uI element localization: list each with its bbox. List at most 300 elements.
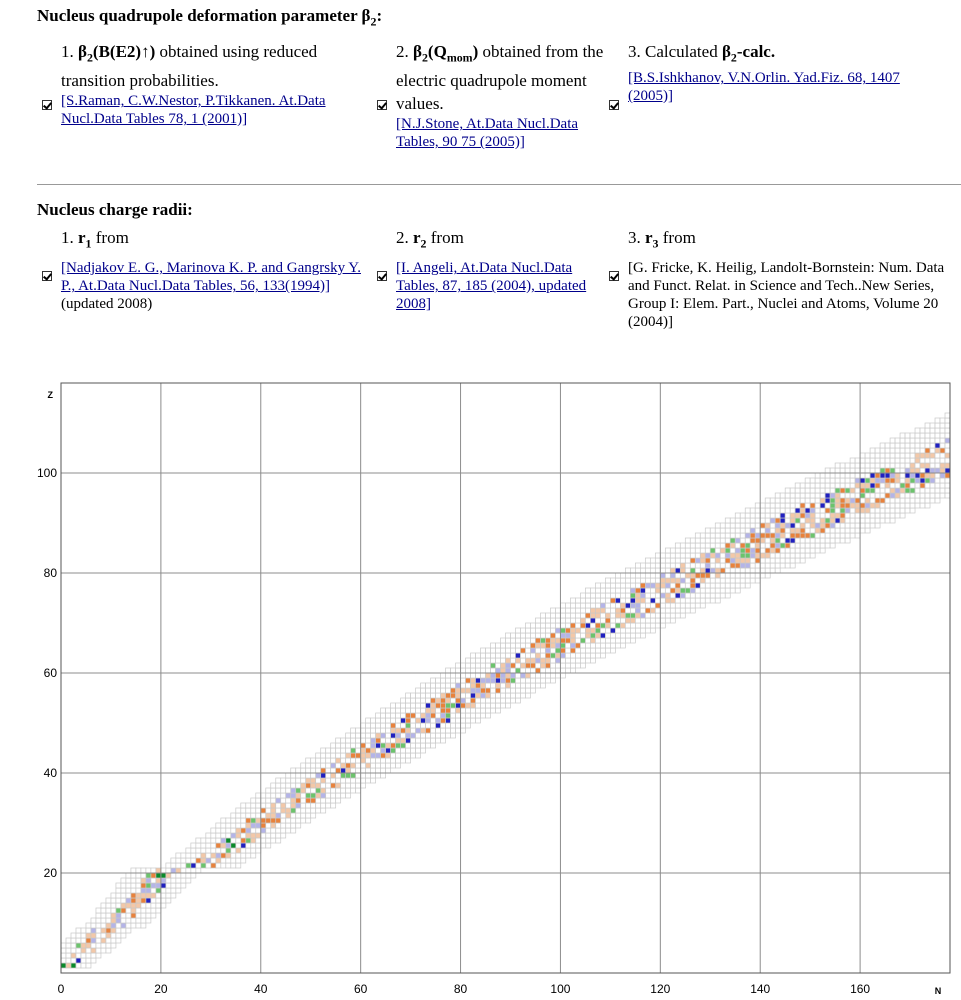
nuclide-cell[interactable] (316, 763, 321, 768)
nuclide-cell[interactable] (401, 758, 406, 763)
nuclide-cell[interactable] (311, 813, 316, 818)
nuclide-cell[interactable] (815, 513, 820, 518)
nuclide-cell[interactable] (920, 448, 925, 453)
nuclide-cell[interactable] (560, 658, 565, 663)
nuclide-cell[interactable] (211, 848, 216, 853)
nuclide-cell[interactable] (336, 783, 341, 788)
nuclide-cell[interactable] (126, 913, 131, 918)
nuclide-cell[interactable] (520, 688, 525, 693)
nuclide-cell[interactable] (765, 563, 770, 568)
nuclide-cell[interactable] (590, 633, 595, 638)
nuclide-cell[interactable] (126, 873, 131, 878)
nuclide-cell[interactable] (935, 468, 940, 473)
nuclide-cell[interactable] (790, 528, 795, 533)
nuclide-cell[interactable] (875, 458, 880, 463)
nuclide-cell[interactable] (236, 853, 241, 858)
nuclide-cell[interactable] (715, 528, 720, 533)
nuclide-cell[interactable] (256, 848, 261, 853)
nuclide-cell[interactable] (476, 653, 481, 658)
nuclide-cell[interactable] (291, 813, 296, 818)
nuclide-cell[interactable] (690, 558, 695, 563)
nuclide-cell[interactable] (550, 633, 555, 638)
nuclide-cell[interactable] (880, 443, 885, 448)
nuclide-cell[interactable] (710, 533, 715, 538)
nuclide-cell[interactable] (436, 678, 441, 683)
nuclide-cell[interactable] (286, 828, 291, 833)
nuclide-cell[interactable] (910, 438, 915, 443)
nuclide-cell[interactable] (805, 533, 810, 538)
nuclide-cell[interactable] (710, 543, 715, 548)
nuclide-cell[interactable] (486, 713, 491, 718)
nuclide-cell[interactable] (645, 588, 650, 593)
nuclide-cell[interactable] (346, 773, 351, 778)
nuclide-cell[interactable] (540, 633, 545, 638)
nuclide-cell[interactable] (695, 593, 700, 598)
nuclide-cell[interactable] (580, 598, 585, 603)
nuclide-cell[interactable] (426, 693, 431, 698)
nuclide-cell[interactable] (171, 873, 176, 878)
nuclide-cell[interactable] (211, 828, 216, 833)
nuclide-cell[interactable] (550, 663, 555, 668)
nuclide-cell[interactable] (461, 713, 466, 718)
nuclide-cell[interactable] (575, 653, 580, 658)
nuclide-cell[interactable] (740, 543, 745, 548)
nuclide-cell[interactable] (665, 598, 670, 603)
nuclide-cell[interactable] (810, 528, 815, 533)
nuclide-cell[interactable] (605, 643, 610, 648)
nuclide-cell[interactable] (396, 713, 401, 718)
nuclide-cell[interactable] (481, 703, 486, 708)
nuclide-cell[interactable] (700, 588, 705, 593)
nuclide-cell[interactable] (86, 953, 91, 958)
nuclide-chart[interactable] (0, 370, 961, 1000)
nuclide-cell[interactable] (196, 868, 201, 873)
nuclide-cell[interactable] (600, 648, 605, 653)
nuclide-cell[interactable] (501, 678, 506, 683)
nuclide-cell[interactable] (515, 688, 520, 693)
nuclide-cell[interactable] (116, 883, 121, 888)
nuclide-cell[interactable] (575, 633, 580, 638)
nuclide-cell[interactable] (780, 533, 785, 538)
nuclide-cell[interactable] (111, 908, 116, 913)
nuclide-cell[interactable] (790, 508, 795, 513)
nuclide-cell[interactable] (795, 513, 800, 518)
nuclide-cell[interactable] (126, 903, 131, 908)
nuclide-cell[interactable] (486, 678, 491, 683)
nuclide-cell[interactable] (875, 508, 880, 513)
nuclide-cell[interactable] (311, 758, 316, 763)
nuclide-cell[interactable] (351, 788, 356, 793)
beta-1-checkbox[interactable] (42, 100, 52, 110)
nuclide-cell[interactable] (196, 848, 201, 853)
nuclide-cell[interactable] (595, 588, 600, 593)
nuclide-cell[interactable] (695, 558, 700, 563)
nuclide-cell[interactable] (635, 633, 640, 638)
nuclide-cell[interactable] (760, 543, 765, 548)
nuclide-cell[interactable] (710, 598, 715, 603)
nuclide-cell[interactable] (835, 538, 840, 543)
nuclide-cell[interactable] (331, 793, 336, 798)
nuclide-cell[interactable] (825, 538, 830, 543)
nuclide-cell[interactable] (426, 728, 431, 733)
nuclide-cell[interactable] (525, 628, 530, 633)
nuclide-cell[interactable] (720, 568, 725, 573)
nuclide-cell[interactable] (456, 688, 461, 693)
nuclide-cell[interactable] (705, 538, 710, 543)
nuclide-cell[interactable] (406, 753, 411, 758)
nuclide-cell[interactable] (640, 563, 645, 568)
nuclide-cell[interactable] (565, 613, 570, 618)
nuclide-cell[interactable] (830, 473, 835, 478)
nuclide-cell[interactable] (236, 863, 241, 868)
nuclide-cell[interactable] (301, 783, 306, 788)
nuclide-cell[interactable] (261, 828, 266, 833)
nuclide-cell[interactable] (555, 668, 560, 673)
nuclide-cell[interactable] (555, 653, 560, 658)
nuclide-cell[interactable] (675, 573, 680, 578)
nuclide-cell[interactable] (131, 903, 136, 908)
nuclide-cell[interactable] (880, 458, 885, 463)
nuclide-cell[interactable] (745, 543, 750, 548)
nuclide-cell[interactable] (615, 633, 620, 638)
nuclide-cell[interactable] (61, 943, 66, 948)
nuclide-cell[interactable] (660, 603, 665, 608)
nuclide-cell[interactable] (735, 528, 740, 533)
nuclide-cell[interactable] (296, 813, 301, 818)
nuclide-cell[interactable] (570, 663, 575, 668)
nuclide-cell[interactable] (436, 683, 441, 688)
nuclide-cell[interactable] (825, 513, 830, 518)
nuclide-cell[interactable] (880, 488, 885, 493)
nuclide-cell[interactable] (306, 813, 311, 818)
nuclide-cell[interactable] (915, 458, 920, 463)
nuclide-cell[interactable] (421, 688, 426, 693)
nuclide-cell[interactable] (76, 948, 81, 953)
nuclide-cell[interactable] (685, 578, 690, 583)
nuclide-cell[interactable] (840, 483, 845, 488)
nuclide-cell[interactable] (501, 658, 506, 663)
nuclide-cell[interactable] (356, 743, 361, 748)
nuclide-cell[interactable] (855, 508, 860, 513)
nuclide-cell[interactable] (291, 783, 296, 788)
nuclide-cell[interactable] (381, 708, 386, 713)
nuclide-cell[interactable] (540, 673, 545, 678)
nuclide-cell[interactable] (441, 693, 446, 698)
nuclide-cell[interactable] (86, 948, 91, 953)
nuclide-cell[interactable] (840, 468, 845, 473)
nuclide-cell[interactable] (580, 613, 585, 618)
nuclide-cell[interactable] (845, 523, 850, 528)
nuclide-cell[interactable] (81, 963, 86, 968)
nuclide-cell[interactable] (401, 698, 406, 703)
nuclide-cell[interactable] (700, 593, 705, 598)
nuclide-cell[interactable] (266, 793, 271, 798)
nuclide-cell[interactable] (61, 963, 66, 968)
nuclide-cell[interactable] (91, 948, 96, 953)
nuclide-cell[interactable] (361, 763, 366, 768)
nuclide-cell[interactable] (710, 538, 715, 543)
nuclide-cell[interactable] (720, 523, 725, 528)
nuclide-cell[interactable] (366, 743, 371, 748)
nuclide-cell[interactable] (76, 963, 81, 968)
nuclide-cell[interactable] (451, 688, 456, 693)
nuclide-cell[interactable] (810, 478, 815, 483)
nuclide-cell[interactable] (715, 543, 720, 548)
nuclide-cell[interactable] (331, 743, 336, 748)
nuclide-cell[interactable] (850, 503, 855, 508)
nuclide-cell[interactable] (81, 938, 86, 943)
nuclide-cell[interactable] (735, 583, 740, 588)
nuclide-cell[interactable] (795, 488, 800, 493)
nuclide-cell[interactable] (675, 558, 680, 563)
nuclide-cell[interactable] (635, 588, 640, 593)
nuclide-cell[interactable] (436, 733, 441, 738)
nuclide-cell[interactable] (525, 673, 530, 678)
nuclide-cell[interactable] (461, 718, 466, 723)
nuclide-cell[interactable] (925, 493, 930, 498)
nuclide-cell[interactable] (825, 498, 830, 503)
nuclide-cell[interactable] (176, 878, 181, 883)
nuclide-cell[interactable] (855, 488, 860, 493)
nuclide-cell[interactable] (121, 893, 126, 898)
nuclide-cell[interactable] (431, 733, 436, 738)
nuclide-cell[interactable] (346, 783, 351, 788)
nuclide-cell[interactable] (96, 918, 101, 923)
nuclide-cell[interactable] (221, 818, 226, 823)
nuclide-cell[interactable] (745, 508, 750, 513)
nuclide-cell[interactable] (765, 558, 770, 563)
nuclide-cell[interactable] (471, 683, 476, 688)
nuclide-cell[interactable] (226, 853, 231, 858)
nuclide-cell[interactable] (765, 498, 770, 503)
nuclide-cell[interactable] (915, 443, 920, 448)
nuclide-cell[interactable] (925, 498, 930, 503)
nuclide-cell[interactable] (106, 943, 111, 948)
nuclide-cell[interactable] (545, 678, 550, 683)
nuclide-cell[interactable] (191, 858, 196, 863)
nuclide-cell[interactable] (750, 518, 755, 523)
nuclide-cell[interactable] (426, 703, 431, 708)
nuclide-cell[interactable] (580, 623, 585, 628)
nuclide-cell[interactable] (655, 623, 660, 628)
nuclide-cell[interactable] (535, 648, 540, 653)
nuclide-cell[interactable] (810, 523, 815, 528)
nuclide-cell[interactable] (880, 503, 885, 508)
nuclide-cell[interactable] (241, 828, 246, 833)
nuclide-cell[interactable] (905, 483, 910, 488)
nuclide-cell[interactable] (535, 638, 540, 643)
nuclide-cell[interactable] (915, 473, 920, 478)
nuclide-cell[interactable] (386, 768, 391, 773)
nuclide-cell[interactable] (366, 728, 371, 733)
nuclide-cell[interactable] (466, 673, 471, 678)
nuclide-cell[interactable] (555, 623, 560, 628)
nuclide-cell[interactable] (545, 633, 550, 638)
nuclide-cell[interactable] (595, 618, 600, 623)
nuclide-cell[interactable] (501, 693, 506, 698)
nuclide-cell[interactable] (496, 683, 501, 688)
nuclide-cell[interactable] (605, 633, 610, 638)
nuclide-cell[interactable] (710, 583, 715, 588)
nuclide-cell[interactable] (695, 553, 700, 558)
nuclide-cell[interactable] (86, 943, 91, 948)
nuclide-cell[interactable] (660, 563, 665, 568)
nuclide-cell[interactable] (925, 438, 930, 443)
nuclide-cell[interactable] (166, 863, 171, 868)
nuclide-cell[interactable] (186, 858, 191, 863)
nuclide-cell[interactable] (645, 593, 650, 598)
nuclide-cell[interactable] (725, 568, 730, 573)
nuclide-cell[interactable] (900, 448, 905, 453)
nuclide-cell[interactable] (880, 508, 885, 513)
nuclide-cell[interactable] (725, 573, 730, 578)
nuclide-cell[interactable] (735, 533, 740, 538)
nuclide-cell[interactable] (760, 523, 765, 528)
nuclide-cell[interactable] (121, 933, 126, 938)
nuclide-cell[interactable] (660, 598, 665, 603)
nuclide-cell[interactable] (900, 463, 905, 468)
nuclide-cell[interactable] (131, 923, 136, 928)
nuclide-cell[interactable] (111, 933, 116, 938)
nuclide-cell[interactable] (231, 838, 236, 843)
nuclide-cell[interactable] (835, 518, 840, 523)
nuclide-cell[interactable] (910, 433, 915, 438)
nuclide-cell[interactable] (915, 438, 920, 443)
nuclide-cell[interactable] (66, 938, 71, 943)
nuclide-cell[interactable] (241, 853, 246, 858)
nuclide-cell[interactable] (141, 893, 146, 898)
nuclide-cell[interactable] (276, 813, 281, 818)
nuclide-cell[interactable] (101, 903, 106, 908)
nuclide-cell[interactable] (446, 668, 451, 673)
nuclide-cell[interactable] (920, 458, 925, 463)
nuclide-cell[interactable] (431, 723, 436, 728)
nuclide-cell[interactable] (446, 698, 451, 703)
nuclide-cell[interactable] (366, 753, 371, 758)
nuclide-cell[interactable] (760, 538, 765, 543)
nuclide-cell[interactable] (635, 628, 640, 633)
nuclide-cell[interactable] (805, 523, 810, 528)
nuclide-cell[interactable] (910, 508, 915, 513)
nuclide-cell[interactable] (376, 768, 381, 773)
nuclide-cell[interactable] (276, 818, 281, 823)
nuclide-cell[interactable] (466, 698, 471, 703)
nuclide-cell[interactable] (795, 538, 800, 543)
beta-3-checkbox[interactable] (609, 100, 619, 110)
nuclide-cell[interactable] (476, 718, 481, 723)
nuclide-cell[interactable] (371, 723, 376, 728)
nuclide-cell[interactable] (570, 623, 575, 628)
nuclide-cell[interactable] (935, 483, 940, 488)
nuclide-cell[interactable] (276, 798, 281, 803)
nuclide-cell[interactable] (860, 523, 865, 528)
nuclide-cell[interactable] (925, 503, 930, 508)
nuclide-cell[interactable] (486, 698, 491, 703)
nuclide-cell[interactable] (246, 843, 251, 848)
nuclide-cell[interactable] (635, 623, 640, 628)
nuclide-cell[interactable] (491, 703, 496, 708)
nuclide-cell[interactable] (790, 543, 795, 548)
nuclide-cell[interactable] (540, 648, 545, 653)
nuclide-cell[interactable] (845, 513, 850, 518)
nuclide-cell[interactable] (256, 798, 261, 803)
nuclide-cell[interactable] (810, 543, 815, 548)
nuclide-cell[interactable] (136, 888, 141, 893)
nuclide-cell[interactable] (670, 583, 675, 588)
nuclide-cell[interactable] (670, 563, 675, 568)
nuclide-cell[interactable] (700, 553, 705, 558)
nuclide-cell[interactable] (151, 873, 156, 878)
nuclide-cell[interactable] (850, 528, 855, 533)
nuclide-cell[interactable] (316, 788, 321, 793)
nuclide-cell[interactable] (161, 883, 166, 888)
nuclide-cell[interactable] (825, 518, 830, 523)
nuclide-cell[interactable] (820, 503, 825, 508)
nuclide-cell[interactable] (915, 448, 920, 453)
nuclide-cell[interactable] (530, 628, 535, 633)
nuclide-cell[interactable] (391, 713, 396, 718)
nuclide-cell[interactable] (870, 458, 875, 463)
nuclide-cell[interactable] (351, 758, 356, 763)
nuclide-cell[interactable] (735, 568, 740, 573)
nuclide-cell[interactable] (136, 883, 141, 888)
nuclide-cell[interactable] (745, 558, 750, 563)
nuclide-cell[interactable] (935, 448, 940, 453)
nuclide-cell[interactable] (565, 628, 570, 633)
nuclide-cell[interactable] (630, 573, 635, 578)
nuclide-cell[interactable] (401, 723, 406, 728)
nuclide-cell[interactable] (905, 503, 910, 508)
nuclide-cell[interactable] (860, 483, 865, 488)
nuclide-cell[interactable] (211, 858, 216, 863)
nuclide-cell[interactable] (710, 558, 715, 563)
nuclide-cell[interactable] (291, 793, 296, 798)
nuclide-cell[interactable] (605, 603, 610, 608)
nuclide-cell[interactable] (351, 753, 356, 758)
nuclide-cell[interactable] (181, 868, 186, 873)
nuclide-cell[interactable] (461, 683, 466, 688)
nuclide-cell[interactable] (945, 448, 950, 453)
nuclide-cell[interactable] (560, 653, 565, 658)
nuclide-cell[interactable] (830, 483, 835, 488)
nuclide-cell[interactable] (131, 913, 136, 918)
nuclide-cell[interactable] (515, 648, 520, 653)
nuclide-cell[interactable] (371, 743, 376, 748)
nuclide-cell[interactable] (301, 788, 306, 793)
nuclide-cell[interactable] (630, 633, 635, 638)
nuclide-cell[interactable] (725, 523, 730, 528)
nuclide-cell[interactable] (795, 548, 800, 553)
nuclide-cell[interactable] (640, 588, 645, 593)
nuclide-cell[interactable] (705, 593, 710, 598)
nuclide-cell[interactable] (920, 463, 925, 468)
nuclide-cell[interactable] (126, 923, 131, 928)
nuclide-cell[interactable] (316, 793, 321, 798)
nuclide-cell[interactable] (750, 558, 755, 563)
nuclide-cell[interactable] (940, 483, 945, 488)
nuclide-cell[interactable] (940, 493, 945, 498)
nuclide-cell[interactable] (461, 708, 466, 713)
nuclide-cell[interactable] (635, 608, 640, 613)
nuclide-cell[interactable] (785, 503, 790, 508)
nuclide-cell[interactable] (106, 948, 111, 953)
nuclide-cell[interactable] (865, 458, 870, 463)
nuclide-cell[interactable] (770, 498, 775, 503)
nuclide-cell[interactable] (196, 858, 201, 863)
nuclide-cell[interactable] (486, 658, 491, 663)
nuclide-cell[interactable] (451, 723, 456, 728)
nuclide-cell[interactable] (700, 578, 705, 583)
